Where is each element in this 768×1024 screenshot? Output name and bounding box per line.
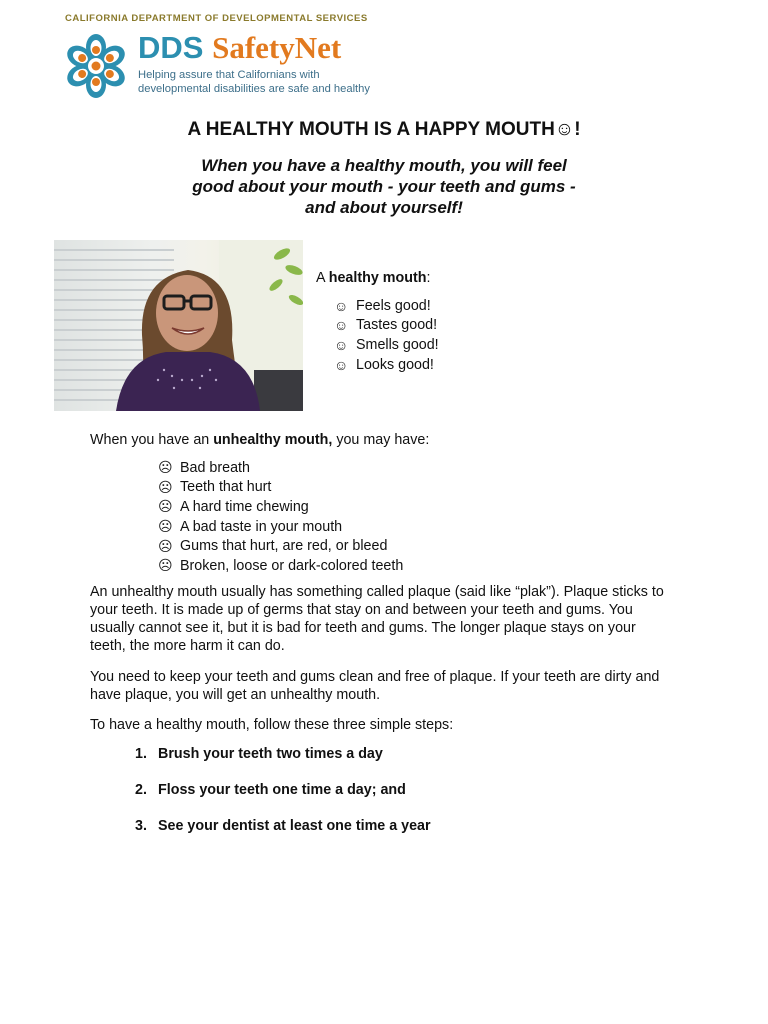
- logo-tagline: [138, 68, 370, 96]
- smiley-icon: ☺: [334, 356, 349, 373]
- step-text: Brush your teeth two times a day: [158, 746, 383, 762]
- list-item: [158, 458, 403, 478]
- tagline-line-1: Helping assure that Californians with: [138, 69, 320, 81]
- healthy-intro-post: :: [426, 270, 431, 286]
- step-text: See your dentist at least one time a year: [158, 818, 431, 834]
- unhealthy-intro: [90, 431, 429, 449]
- step-item: [135, 818, 431, 854]
- unhealthy-intro-post: you may have:: [332, 432, 430, 448]
- list-item: [158, 497, 403, 517]
- steps-intro-paragraph: To have a healthy mouth, follow these three simple steps:: [90, 717, 454, 733]
- list-item-text: Looks good!: [356, 356, 434, 373]
- page-title: A HEALTHY MOUTH IS A HAPPY MOUTH☺!: [187, 119, 581, 140]
- plaque-paragraph: An unhealthy mouth usually has something called plaque (said like “plak”). Plaque sticks to your teeth. It is made up of germs that stay on and between your teeth and gums. You usually cannot see it, but it is bad for teeth and gums. The longer plaque stays on your teeth, the more harm it can do.: [90, 584, 664, 654]
- dds-safetynet-logo-text: [138, 30, 341, 66]
- steps-list: [135, 746, 431, 854]
- step-number: 3.: [135, 818, 147, 834]
- smiley-icon: ☺: [334, 317, 349, 334]
- list-item: [158, 556, 403, 576]
- dds-flower-logo-icon: [60, 33, 132, 99]
- frown-icon: ☹: [158, 478, 173, 495]
- list-item: [334, 296, 439, 316]
- smiley-icon: ☺: [334, 297, 349, 314]
- healthy-intro: [316, 269, 430, 287]
- list-item: [334, 355, 439, 375]
- step-number: 1.: [135, 746, 147, 762]
- subtitle-line-1: When you have a healthy mouth, you will feel: [201, 156, 567, 175]
- list-item: [158, 536, 403, 556]
- unhealthy-list: [158, 458, 403, 576]
- subtitle-line-2: good about your mouth - your teeth and gums -: [192, 177, 576, 196]
- frown-icon: ☹: [158, 459, 173, 476]
- frown-icon: ☹: [158, 557, 173, 574]
- step-number: 2.: [135, 782, 147, 798]
- subtitle-line-3: and about yourself!: [305, 198, 463, 217]
- list-item-text: Teeth that hurt: [180, 479, 272, 496]
- unhealthy-intro-bold: unhealthy mouth,: [213, 432, 333, 448]
- unhealthy-intro-pre: When you have an: [90, 432, 214, 448]
- tagline-line-2: developmental disabilities are safe and healthy: [138, 83, 370, 95]
- list-item-text: Smells good!: [356, 336, 439, 353]
- page-subtitle: [150, 155, 618, 218]
- logo-safetynet: SafetyNet: [212, 30, 342, 65]
- frown-icon: ☹: [158, 537, 173, 554]
- list-item-text: Tastes good!: [356, 317, 438, 334]
- step-text: Floss your teeth one time a day; and: [158, 782, 406, 798]
- logo-dds: DDS: [138, 30, 204, 65]
- step-item: [135, 782, 431, 818]
- department-name: CALIFORNIA DEPARTMENT OF DEVELOPMENTAL SERVICES: [65, 13, 368, 24]
- list-item: [158, 478, 403, 498]
- woman-smiling-photo: [54, 240, 303, 411]
- clean-teeth-paragraph: You need to keep your teeth and gums clean and free of plaque. If your teeth are dirty and have plaque, you will get an unhealthy mouth.: [90, 669, 660, 703]
- list-item-text: Gums that hurt, are red, or bleed: [180, 538, 388, 555]
- list-item: [334, 316, 439, 336]
- list-item-text: Feels good!: [356, 297, 431, 314]
- frown-icon: ☹: [158, 498, 173, 515]
- healthy-intro-bold: healthy mouth: [328, 270, 427, 286]
- step-item: [135, 746, 431, 782]
- list-item-text: A bad taste in your mouth: [180, 518, 343, 535]
- list-item-text: A hard time chewing: [180, 498, 309, 515]
- list-item-text: Bad breath: [180, 459, 250, 476]
- list-item-text: Broken, loose or dark-colored teeth: [180, 557, 404, 574]
- list-item: [158, 517, 403, 537]
- list-item: [334, 335, 439, 355]
- healthy-list: [334, 296, 439, 374]
- healthy-intro-pre: A: [316, 270, 329, 286]
- smiley-icon: ☺: [334, 336, 349, 353]
- frown-icon: ☹: [158, 518, 173, 535]
